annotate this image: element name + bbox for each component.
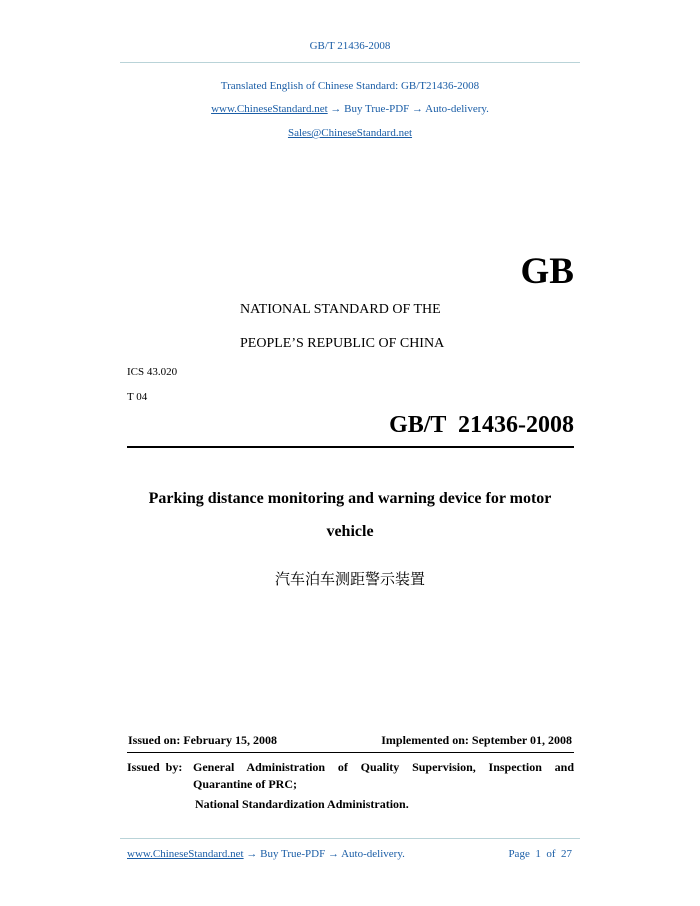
footer-divider — [120, 838, 580, 839]
ics-code: ICS 43.020 — [127, 366, 178, 378]
header-standard-id: GB/T 21436-2008 — [309, 40, 391, 52]
implemented-on-date: Implemented on: September 01, 2008 — [381, 733, 572, 747]
title-divider — [127, 446, 574, 448]
site-link[interactable]: www.ChineseStandard.net — [211, 103, 328, 115]
footer-site-link[interactable]: www.ChineseStandard.net — [127, 848, 244, 860]
translation-notice: Translated English of Chinese Standard: GB/T21436-2008 — [220, 80, 480, 92]
standard-number: GB/T 21436-2008 — [389, 412, 574, 438]
email-line — [0, 127, 700, 139]
email-link[interactable]: Sales@ChineseStandard.net — [287, 127, 413, 139]
purchase-text: → Buy True-PDF → Auto-delivery. — [327, 103, 489, 115]
title-chinese: 汽车泊车测距警示装置 — [274, 570, 425, 588]
purchase-line — [0, 103, 700, 115]
title-english-line2: vehicle — [326, 523, 374, 540]
header-divider — [120, 62, 580, 63]
of-label: of — [546, 848, 556, 860]
issuer-line3: National Standardization Administration. — [195, 797, 409, 811]
issued-by-label: Issued by: — [127, 760, 183, 774]
page-indicator — [508, 848, 572, 860]
page-label: Page — [508, 848, 530, 860]
page-number: 1 — [535, 848, 541, 860]
dates-divider — [127, 752, 574, 753]
classification-code: T 04 — [127, 391, 148, 403]
issuer-line1: General Administration of Quality Supervision, Inspection and — [193, 760, 574, 774]
footer-purchase-text: → Buy True-PDF → Auto-delivery. — [243, 848, 405, 860]
national-standard-line1: NATIONAL STANDARD OF THE — [240, 302, 441, 317]
national-standard-line2: PEOPLE’S REPUBLIC OF CHINA — [240, 336, 445, 351]
footer-purchase-line — [127, 848, 405, 860]
gb-logo: GB — [520, 251, 574, 292]
total-pages: 27 — [561, 848, 572, 860]
issuer-line2: Quarantine of PRC; — [193, 777, 297, 791]
issued-on-date: Issued on: February 15, 2008 — [128, 733, 278, 747]
title-english-line1: Parking distance monitoring and warning device for motor — [148, 490, 552, 507]
